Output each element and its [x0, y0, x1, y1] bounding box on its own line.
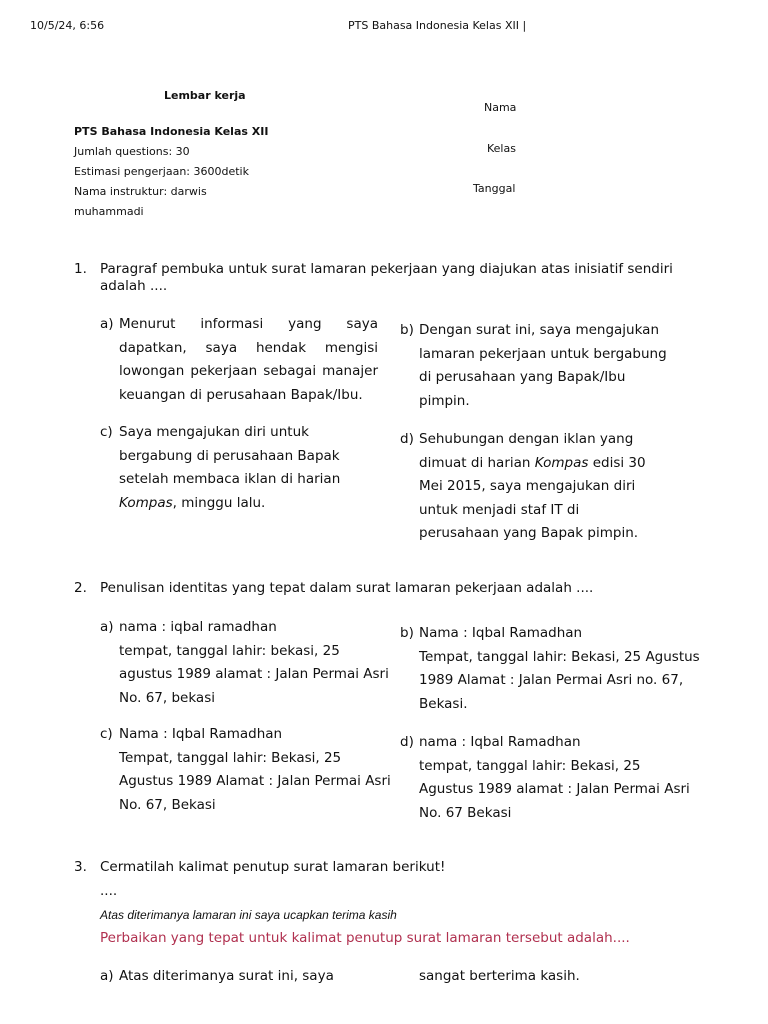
option-line: Tempat, tanggal lahir: Bekasi, 25 — [119, 749, 342, 766]
option-line-start: dimuat di harian — [419, 454, 535, 471]
q2-option-b[interactable] — [400, 622, 700, 718]
option-line: agustus 1989 alamat : Jalan Permai Asri — [119, 666, 389, 682]
question-number: 3. — [74, 859, 87, 875]
option-text — [119, 616, 389, 710]
option-line: nama : iqbal ramadhan — [119, 619, 277, 635]
question-text: Cermatilah kalimat penutup surat lamaran berikut! — [100, 859, 446, 875]
q3-option-a[interactable] — [100, 965, 600, 989]
question-text: Paragraf pembuka untuk surat lamaran pekerjaan yang diajukan atas inisiatif sendiri adalah .... — [100, 261, 673, 294]
option-line: tempat, tanggal lahir: bekasi, 25 — [119, 642, 340, 659]
worksheet-info — [74, 122, 268, 222]
question-number: 1. — [74, 261, 87, 277]
option-line: No. 67 Bekasi — [419, 804, 512, 821]
option-line: perusahaan yang Bapak pimpin. — [419, 525, 639, 541]
option-text — [419, 622, 700, 716]
option-letter: a) — [100, 968, 114, 984]
option-line: Menurut informasi yang saya — [119, 316, 378, 332]
option-line: di perusahaan yang Bapak/Ibu — [419, 369, 626, 385]
question-3 — [0, 859, 768, 949]
q2-option-d[interactable] — [400, 731, 700, 827]
option-line: lowongan pekerjaan sebagai manajer — [119, 363, 378, 379]
option-line: Dengan surat ini, saya mengajukan — [419, 322, 660, 338]
option-line: No. 67, bekasi — [119, 689, 215, 706]
print-datetime: 10/5/24, 6:56 — [30, 19, 105, 32]
option-line: Mei 2015, saya mengajukan diri — [419, 478, 636, 494]
print-title: PTS Bahasa Indonesia Kelas XII | — [348, 19, 527, 32]
option-line: keuangan di perusahaan Bapak/Ibu. — [119, 386, 363, 403]
questions-count: Jumlah questions: 30 — [74, 145, 190, 158]
option-line-end: edisi 30 — [588, 454, 646, 471]
option-line: dapatkan, saya hendak mengisi — [119, 339, 378, 356]
newspaper-name: Kompas — [534, 454, 589, 471]
field-nama-label: Nama — [484, 101, 517, 114]
option-letter: d) — [400, 431, 414, 447]
field-kelas-label: Kelas — [487, 142, 516, 155]
question-text: Penulisan identitas yang tepat dalam surat lamaran pekerjaan adalah .... — [100, 580, 594, 596]
option-line: nama : Iqbal Ramadhan — [419, 734, 581, 750]
question-1 — [0, 261, 768, 301]
question-dots: .... — [100, 883, 118, 899]
option-line: pimpin. — [419, 392, 470, 409]
option-text-cont: sangat berterima kasih. — [419, 968, 580, 984]
question-2 — [0, 580, 768, 600]
option-line: Agustus 1989 alamat : Jalan Permai Asri — [419, 781, 690, 797]
instructor-name-cont: muhammadi — [74, 205, 144, 218]
q1-option-d[interactable] — [400, 428, 700, 548]
option-line: Bekasi. — [419, 695, 468, 712]
newspaper-name: Kompas — [119, 494, 173, 511]
option-line: No. 67, Bekasi — [119, 796, 216, 813]
option-letter: c) — [100, 726, 113, 742]
worksheet-title: PTS Bahasa Indonesia Kelas XII — [74, 125, 269, 138]
time-estimate: Estimasi pengerjaan: 3600detik — [74, 165, 249, 178]
option-line — [419, 452, 646, 476]
q1-option-b[interactable] — [400, 319, 700, 415]
option-line: lamaran pekerjaan untuk bergabung — [419, 345, 667, 362]
option-line: Saya mengajukan diri untuk — [119, 424, 309, 440]
option-line: bergabung di perusahaan Bapak — [119, 447, 340, 464]
option-letter: d) — [400, 734, 414, 750]
option-text — [419, 731, 690, 825]
option-text — [119, 723, 391, 817]
q2-option-a[interactable] — [100, 616, 390, 712]
q1-option-c[interactable] — [100, 421, 378, 517]
option-text — [419, 319, 667, 413]
option-line: tempat, tanggal lahir: Bekasi, 25 — [419, 757, 641, 774]
q1-option-a[interactable] — [100, 313, 378, 409]
option-letter: b) — [400, 322, 414, 338]
option-line: Tempat, tanggal lahir: Bekasi, 25 Agustus — [419, 648, 700, 665]
option-letter: b) — [400, 625, 414, 641]
option-line: Nama : Iqbal Ramadhan — [119, 726, 283, 742]
option-line: Sehubungan dengan iklan yang — [419, 431, 634, 447]
q2-option-c[interactable] — [100, 723, 390, 819]
option-text: Atas diterimanya surat ini, saya — [119, 968, 334, 984]
option-line: setelah membaca iklan di harian — [119, 471, 341, 487]
field-tanggal-label: Tanggal — [473, 182, 516, 195]
option-line: untuk menjadi staf IT di — [419, 501, 580, 518]
instructor-name: Nama instruktur: darwis — [74, 185, 207, 198]
option-text — [419, 428, 646, 546]
question-number: 2. — [74, 580, 87, 596]
option-text — [119, 313, 378, 407]
option-text — [119, 421, 340, 515]
worksheet-heading: Lembar kerja — [164, 89, 246, 102]
option-letter: c) — [100, 424, 113, 440]
question-prompt: Perbaikan yang tepat untuk kalimat penutup surat lamaran tersebut adalah.... — [100, 930, 630, 946]
option-line-rest: , minggu lalu. — [172, 494, 266, 511]
option-line: Agustus 1989 Alamat : Jalan Permai Asri — [119, 773, 391, 789]
option-line: Nama : Iqbal Ramadhan — [419, 625, 583, 641]
option-letter: a) — [100, 619, 114, 635]
option-letter: a) — [100, 316, 114, 332]
option-line: 1989 Alamat : Jalan Permai Asri no. 67, — [419, 672, 684, 688]
quoted-sentence: Atas diterimanya lamaran ini saya ucapkan terima kasih — [100, 908, 397, 922]
option-line — [119, 492, 340, 516]
